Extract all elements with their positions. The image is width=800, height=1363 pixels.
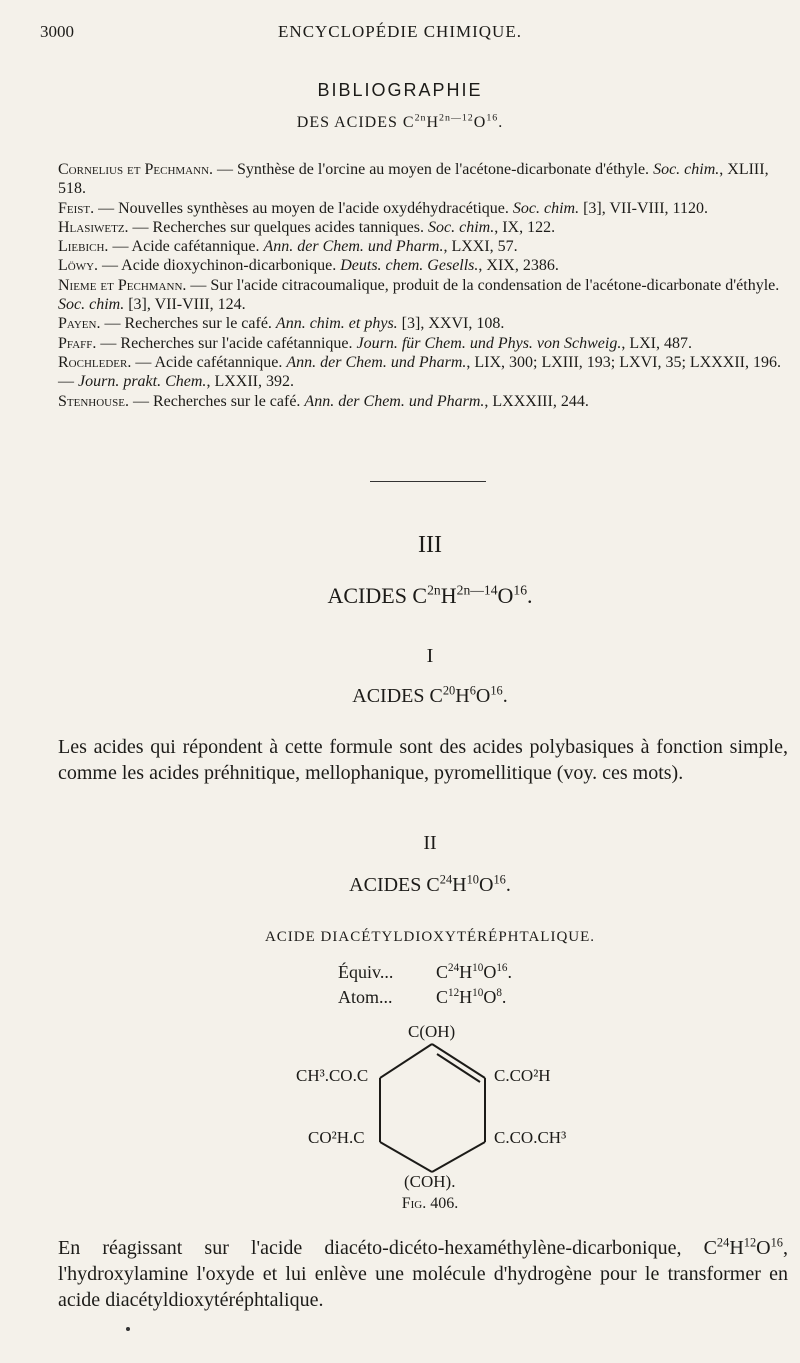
bib-entry: Nieme et Pechmann. — Sur l'acide citracoumalique, produit de la condensation de l'acétone-dicarbonate d'éthyle. Soc. chim. [3], VII-VIII, 124. (58, 276, 780, 314)
equiv-formula: Équiv... $C^{24}H^{10}O^{16}$. (338, 962, 512, 982)
label-right-bottom: C.CO.CH³ (494, 1128, 567, 1147)
bib-entry: Liebich. — Acide cafétannique. Ann. der Chem. und Pharm., LXXI, 57. (58, 238, 518, 256)
section-divider (370, 481, 486, 482)
section-heading: ACIDES $C^{2n}H^{2n—14}O^{16}$. (327, 582, 533, 608)
subsection-number: I (426, 645, 434, 667)
label-right-top: C.CO²H (494, 1066, 551, 1085)
ink-dot (126, 1327, 130, 1331)
subsection-heading: ACIDES $C^{24}H^{10}O^{16}$. (349, 872, 511, 896)
acid-name: ACIDE DIACÉTYLDIOXYTÉRÉPHTALIQUE. (264, 929, 596, 945)
bib-entry: Rochleder. — Acide cafétannique. Ann. der Chem. und Pharm., LIX, 300; LXIII, 193; LXVI, 35; LXXXII, 196. — Journ. prakt. Chem., LXXII, 392. (58, 353, 781, 391)
label-top-group: C(OH) (408, 1022, 456, 1041)
body-paragraph: En réagissant sur l'acide diacéto-dicéto-hexaméthylène-dicarbonique, $C^{24}H^{12}O^{16}$, l'hydroxylamine l'oxyde et lui enlève une molécule d'hydrogène pour le transformer en acide diacétyldioxytéréphtalique. (58, 1235, 788, 1311)
subsection-heading: ACIDES $C^{20}H^6O^{16}$. (352, 683, 508, 707)
body-paragraph: Les acides qui répondent à cette formule sont des acides polybasiques à fonction simple, comme les acides préhnitique, mellophanique, pyromellitique (voy. ces mots). (58, 736, 788, 784)
bib-entry: Pfaff. — Recherches sur l'acide cafétannique. Journ. für Chem. und Phys. von Schweig., LXI, 487. (58, 334, 692, 352)
page-number: 3000 (40, 22, 74, 41)
atom-formula: Atom... $C^{12}H^{10}O^8$. (338, 987, 507, 1007)
benzene-ring-diagram (290, 1030, 590, 1190)
bib-entry: Cornelius et Pechmann. — Synthèse de l'orcine au moyen de l'acétone-dicarbonate d'éthyle. Soc. chim., XLIII, 518. (58, 161, 769, 198)
bibliography-title: BIBLIOGRAPHIE (317, 80, 483, 100)
running-title: ENCYCLOPÉDIE CHIMIQUE. (278, 22, 522, 41)
bib-entry: Feist. — Nouvelles synthèses au moyen de l'acide oxydéhydracétique. Soc. chim. [3], VII-VIII, 1120. (58, 199, 708, 217)
bibliography-subtitle: DES ACIDES $C^{2n}H^{2n—12}O^{16}$. (296, 112, 504, 131)
bib-entry: Löwy. — Acide dioxychinon-dicarbonique. Deuts. chem. Gesells., XIX, 2386. (58, 257, 559, 275)
bib-entry: Stenhouse. — Recherches sur le café. Ann. der Chem. und Pharm., LXXXIII, 244. (58, 392, 589, 410)
figure-caption: Fig. 406. (401, 1195, 459, 1212)
bib-entry: Payen. — Recherches sur le café. Ann. chim. et phys. [3], XXVI, 108. (58, 315, 505, 333)
label-left-top: CH³.CO.C (296, 1066, 369, 1085)
bib-entry: Hlasiwetz. — Recherches sur quelques acides tanniques. Soc. chim., IX, 122. (58, 218, 556, 236)
bibliography-list (58, 160, 788, 411)
subsection-number: II (423, 832, 437, 854)
section-number: III (418, 532, 442, 558)
label-bottom-group: (COH). (404, 1172, 456, 1191)
label-left-bottom: CO²H.C (308, 1128, 365, 1147)
